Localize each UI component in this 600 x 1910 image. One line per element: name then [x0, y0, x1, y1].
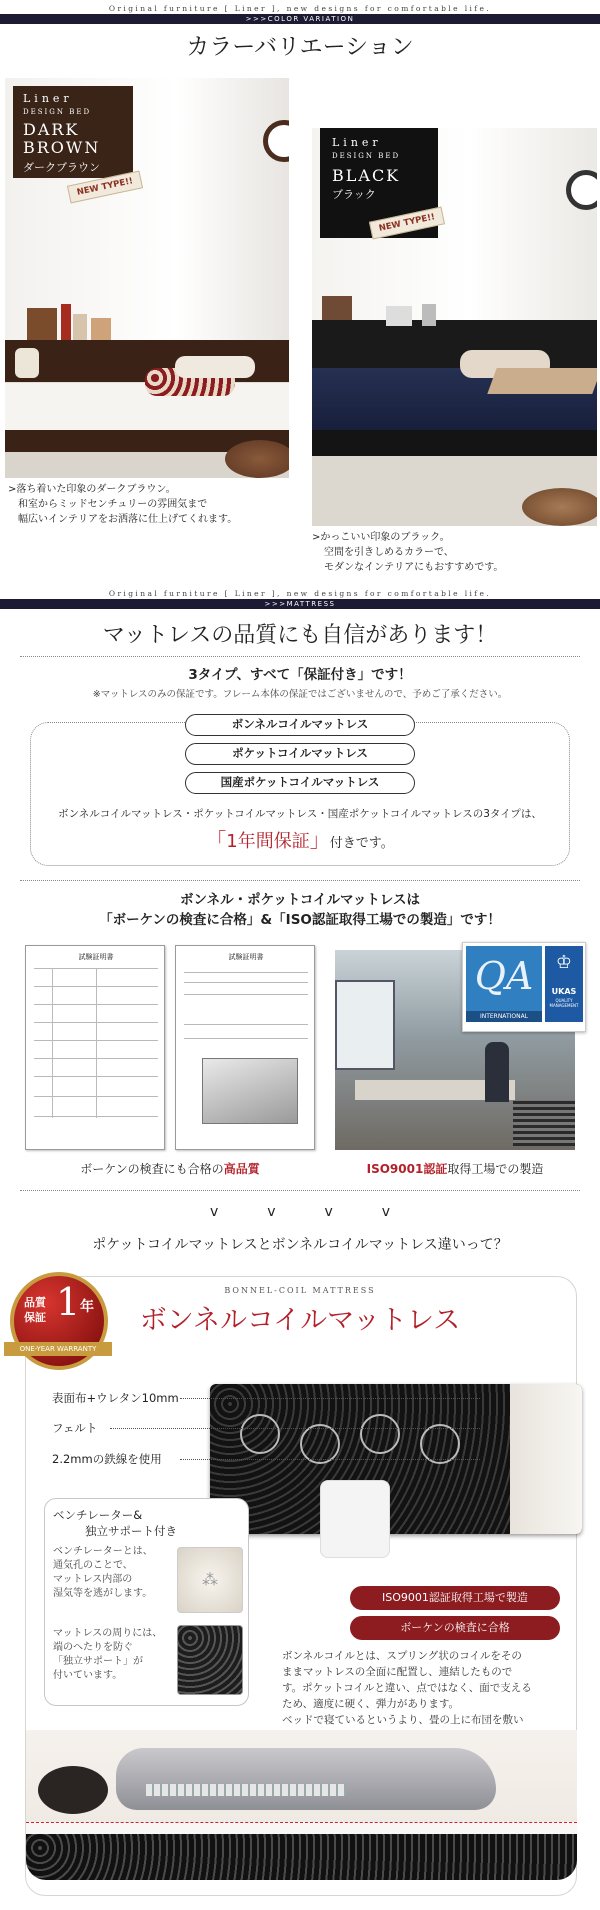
bracket-close: 」: [309, 828, 330, 852]
chevron-down-icon: v: [324, 1204, 333, 1220]
chevron-down-icon: v: [381, 1204, 390, 1220]
vent-desc-line: マットレス内部の: [53, 1574, 133, 1585]
caption-line: 和室からミッドセンチュリーの雰囲気まで: [18, 499, 208, 510]
clock-icon: [566, 170, 597, 210]
color-name-2: BROWN: [23, 138, 101, 157]
brand-name: Liner: [332, 136, 382, 149]
comparison-question: ポケットコイルマットレスとボンネルコイルマットレス違いって？: [92, 1237, 508, 1253]
sleeping-person-illustration: [26, 1730, 577, 1880]
warranty-suffix: 付きです。: [329, 836, 394, 851]
dark-brown-label: [13, 86, 133, 178]
warranty-note: ※マットレスのみの保証です。フレーム本体の保証ではございませんので、予めご了承ください。: [92, 689, 508, 700]
caption-text: 取得工場での製造: [447, 1162, 544, 1176]
warranty-period: 1年間保証: [226, 831, 310, 852]
body-line: ままマットレスの全面に配置し、連結したもので: [282, 1666, 513, 1678]
factory-caption: [330, 1160, 580, 1177]
bracket-open: 「: [206, 828, 227, 852]
page-title: カラーバリエーション: [186, 34, 414, 60]
body-line: ベッドで寝ているというより、畳の上に布団を敷い: [282, 1714, 524, 1726]
brand-sub: DESIGN BED: [332, 152, 401, 160]
new-type-badge: NEW TYPE!!: [369, 207, 445, 240]
bonnell-subtitle: BONNEL-COIL MATTRESS: [224, 1286, 376, 1295]
test-certificate-1: [25, 945, 165, 1150]
tagline: Original furniture [ Liner ], new designs for comfortable life.: [108, 4, 492, 13]
vent-desc-line: 湿気等を逃がします。: [53, 1588, 153, 1599]
bonnell-title: [0, 1298, 600, 1337]
test-certificate-2: [175, 945, 315, 1150]
body-line: す。ポケットコイルと違い、点ではなく、面で支える: [282, 1682, 532, 1694]
black-caption: [312, 530, 600, 575]
qa-logo-icon: QA: [466, 946, 542, 1012]
bonnell-title-text: ボンネルコイルマットレス: [139, 1305, 461, 1336]
caption-line: 空間を引きしめるカラーで、: [324, 547, 454, 558]
brand-sub: DESIGN BED: [23, 108, 92, 116]
tagline: Original furniture [ Liner ], new designs for comfortable life.: [108, 589, 492, 598]
types-desc: ボンネルコイルマットレス・ポケットコイルマットレス・国産ポケットコイルマットレスの3タイプは、: [58, 808, 542, 820]
medal-unit: 年: [80, 1299, 94, 1315]
vent-desc-line: ベンチレーターとは、: [53, 1546, 153, 1557]
ukas-logo-icon: ♔ UKAS QUALITY MANAGEMENT: [545, 946, 583, 1022]
layer-label-surface: 表面布+ウレタン10mm: [52, 1391, 179, 1405]
iso-certification-logo: [462, 942, 586, 1032]
divider: [20, 1190, 580, 1191]
leader-line: [180, 1459, 480, 1460]
color-name-jp: ダークブラウン: [23, 161, 100, 174]
chevron-down-icon: v: [210, 1204, 219, 1220]
certificate-title: 試験証明書: [78, 953, 114, 961]
color-name-1: BLACK: [332, 166, 401, 185]
mattress-title: マットレスの品質にも自信があります！: [102, 623, 498, 648]
warranty-line: [0, 824, 600, 853]
support-desc-line: 端のへたりを防ぐ: [53, 1642, 133, 1653]
warranty-heading: 3タイプ、すべて「保証付き」です！: [188, 667, 412, 683]
medal-text: 品質: [24, 1296, 46, 1309]
quality-line-2: 「ボーケンの検査に合格」&「ISO認証取得工場での製造」です！: [99, 912, 501, 928]
divider: [20, 656, 580, 657]
certificate-title: 試験証明書: [228, 953, 264, 961]
vent-title: 独立サポート付き: [85, 1524, 177, 1538]
type-pill-bonnell: ボンネルコイルマットレス: [185, 714, 415, 736]
ukas-label: UKAS: [551, 987, 577, 996]
vent-desc-line: 通気孔のことで、: [53, 1560, 133, 1571]
section-bar-color-variation: >>>COLOR VARIATION: [0, 14, 600, 24]
medal-text: 保証: [24, 1311, 46, 1324]
support-desc-line: マットレスの周りには、: [53, 1628, 163, 1639]
support-coil-icon: [177, 1625, 243, 1695]
caption-highlight: ISO9001認証: [366, 1162, 448, 1176]
divider: [20, 880, 580, 881]
vent-desc: [53, 1545, 153, 1601]
quality-line-1: ボンネル・ポケットコイルマットレスは: [179, 892, 421, 908]
type-pill-pocket: ポケットコイルマットレス: [185, 743, 415, 765]
section-bar-mattress: >>>MATTRESS: [0, 599, 600, 609]
leader-line: [110, 1428, 480, 1429]
coil-sample: [320, 1480, 390, 1558]
chevron-row: [210, 1204, 390, 1220]
layer-label-wire: 2.2mmの鉄線を使用: [52, 1452, 162, 1466]
boken-badge: ボーケンの検査に合格: [350, 1616, 560, 1640]
body-line: ボンネルコイルとは、スプリング状のコイルをその: [282, 1650, 522, 1662]
certificate-caption: [20, 1160, 320, 1177]
color-name-1: DARK: [23, 120, 80, 139]
ukas-sublabel: QUALITY MANAGEMENT: [549, 998, 579, 1008]
iso-badge: ISO9001認証取得工場で製造: [350, 1586, 560, 1610]
type-pill-domestic-pocket: 国産ポケットコイルマットレス: [185, 772, 415, 794]
layer-label-felt: フェルト: [52, 1421, 98, 1435]
ventilator-icon: ⁂: [177, 1547, 243, 1613]
leader-line: [180, 1398, 480, 1399]
body-line: ため、適度に硬く、弾力があります。: [282, 1698, 460, 1710]
new-type-badge: NEW TYPE!!: [67, 171, 143, 204]
support-desc-line: 付いています。: [53, 1670, 123, 1681]
caption-line: >かっこいい印象のブラック。: [312, 532, 450, 543]
caption-line: >落ち着いた印象のダークブラウン。: [8, 484, 176, 495]
qa-band: INTERNATIONAL: [466, 1011, 542, 1022]
chevron-down-icon: v: [267, 1204, 276, 1220]
caption-text: ボーケンの検査にも合格の: [80, 1162, 224, 1176]
vent-title: ベンチレーター&: [53, 1508, 143, 1522]
caption-line: モダンなインテリアにもおすすめです。: [324, 562, 504, 573]
medal-number: 1: [56, 1280, 81, 1324]
support-desc: [53, 1627, 162, 1683]
support-desc-line: 「独立サポート」が: [53, 1656, 143, 1667]
color-name-jp: ブラック: [332, 188, 376, 201]
dark-brown-caption: [8, 482, 298, 527]
warranty-ribbon: ONE-YEAR WARRANTY: [4, 1342, 112, 1356]
caption-line: 幅広いインテリアをお洒落に仕上げてくれます。: [18, 514, 238, 525]
ventilator-box: [44, 1498, 249, 1706]
caption-highlight: 高品質: [223, 1162, 260, 1176]
brand-name: Liner: [23, 92, 73, 105]
